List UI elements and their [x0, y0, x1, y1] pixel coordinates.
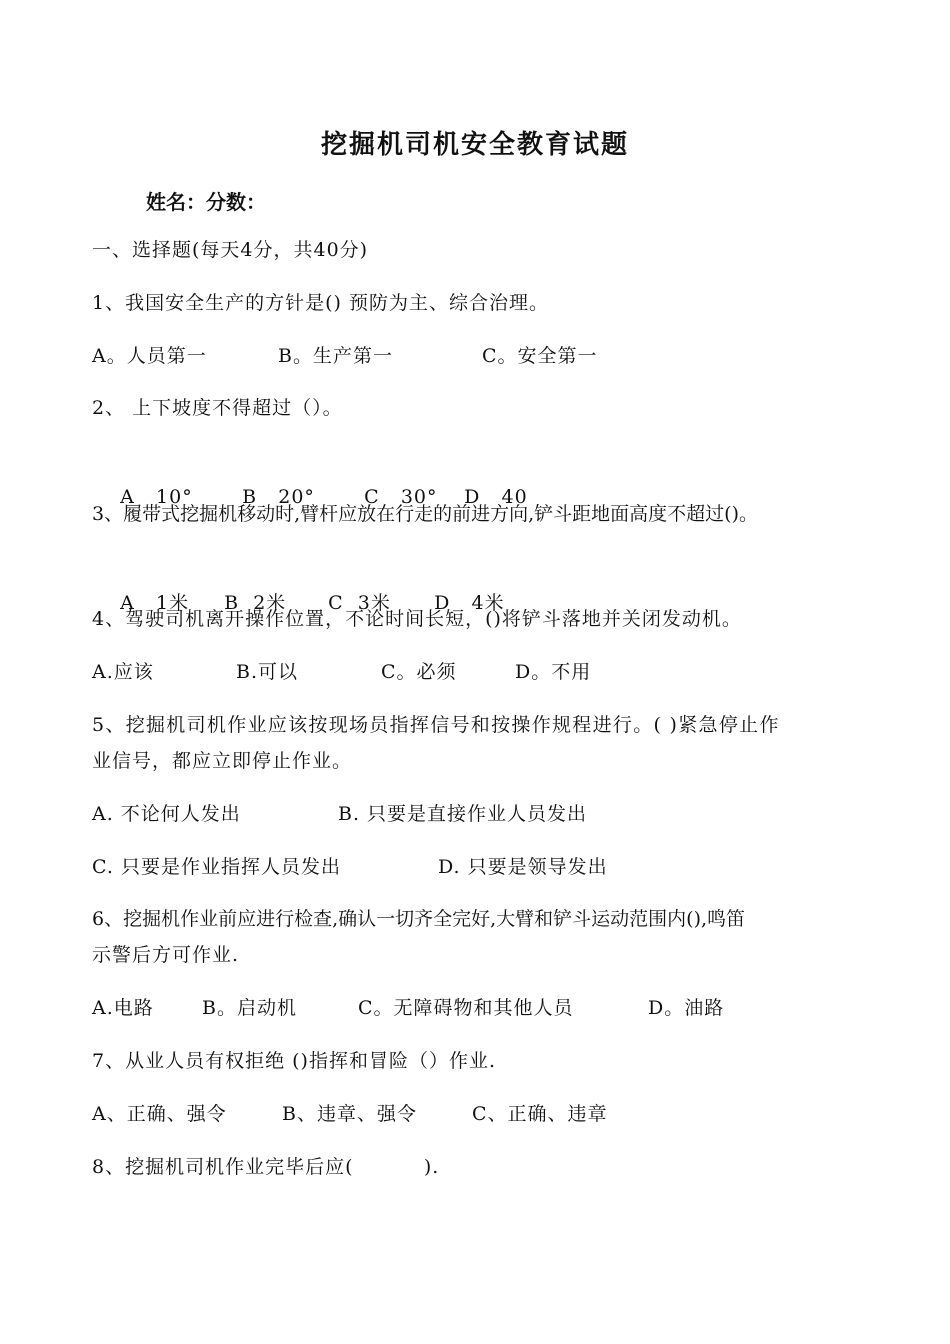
option-a: A、正确、强令 [92, 1103, 227, 1125]
name-score-line: 姓名：分数： [146, 190, 266, 214]
option-d: D。不用 [515, 661, 592, 683]
option-d: D 40 [464, 486, 528, 508]
question-4-options [92, 654, 591, 690]
question-5-line-2: 业信号，都应立即停止作业。 [92, 750, 353, 772]
option-a: A 10° [120, 486, 193, 508]
option-b: B。生产第一 [278, 345, 393, 367]
question-4: 4、驾驶司机离开操作位置，不论时间长短，()将铲斗落地并关闭发动机。 [92, 608, 742, 630]
option-b: B。启动机 [202, 997, 297, 1019]
option-c: C. 只要是作业指挥人员发出 [92, 856, 341, 878]
page-title: 挖掘机司机安全教育试题 [320, 130, 629, 160]
question-3: 3、履带式挖掘机移动时,臂杆应放在行走的前进方向,铲斗距地面高度不超过()。 [92, 503, 758, 525]
question-6-line-2: 示警后方可作业. [92, 944, 240, 966]
question-6-options [92, 990, 724, 1026]
question-1-options [92, 338, 598, 374]
option-a: A。人员第一 [92, 345, 207, 367]
option-c: C。无障碍物和其他人员 [358, 997, 574, 1019]
question-5-options-row-2 [92, 849, 608, 885]
option-c: C 30° [364, 486, 438, 508]
question-7-options [92, 1096, 608, 1132]
option-c: C、正确、违章 [472, 1103, 608, 1125]
question-7: 7、从业人员有权拒绝 ()指挥和冒险（）作业. [92, 1050, 496, 1072]
option-a: A.电路 [92, 997, 154, 1019]
question-6-line-1: 6、挖掘机作业前应进行检查,确认一切齐全完好,大臂和铲斗运动范围内(),鸣笛 [92, 908, 746, 930]
option-b: B. 只要是直接作业人员发出 [338, 803, 588, 825]
question-8: 8、挖掘机司机作业完毕后应( ). [92, 1156, 440, 1178]
section-heading: 一、选择题(每天4分，共40分) [92, 239, 369, 261]
option-a: A.应该 [92, 661, 154, 683]
option-b: B 2米 [224, 592, 287, 614]
option-d: D 4米 [434, 592, 505, 614]
option-a: A 1米 [120, 592, 190, 614]
question-5-line-1: 5、挖掘机司机作业应该按现场员指挥信号和按操作规程进行。( )紧急停止作 [92, 714, 780, 736]
option-c: C。安全第一 [482, 345, 598, 367]
option-a: A. 不论何人发出 [92, 803, 241, 825]
question-2: 2、 上下坡度不得超过（）。 [92, 397, 343, 419]
option-b: B、违章、强令 [282, 1103, 417, 1125]
option-d: D。油路 [648, 997, 725, 1019]
option-c: C 3米 [328, 592, 391, 614]
question-1: 1、我国安全生产的方针是() 预防为主、综合治理。 [92, 292, 549, 314]
option-c: C。必须 [381, 661, 457, 683]
question-5-options-row-1 [92, 796, 587, 832]
option-b: B 20° [242, 486, 315, 508]
option-b: B.可以 [236, 661, 299, 683]
option-d: D. 只要是领导发出 [438, 856, 608, 878]
